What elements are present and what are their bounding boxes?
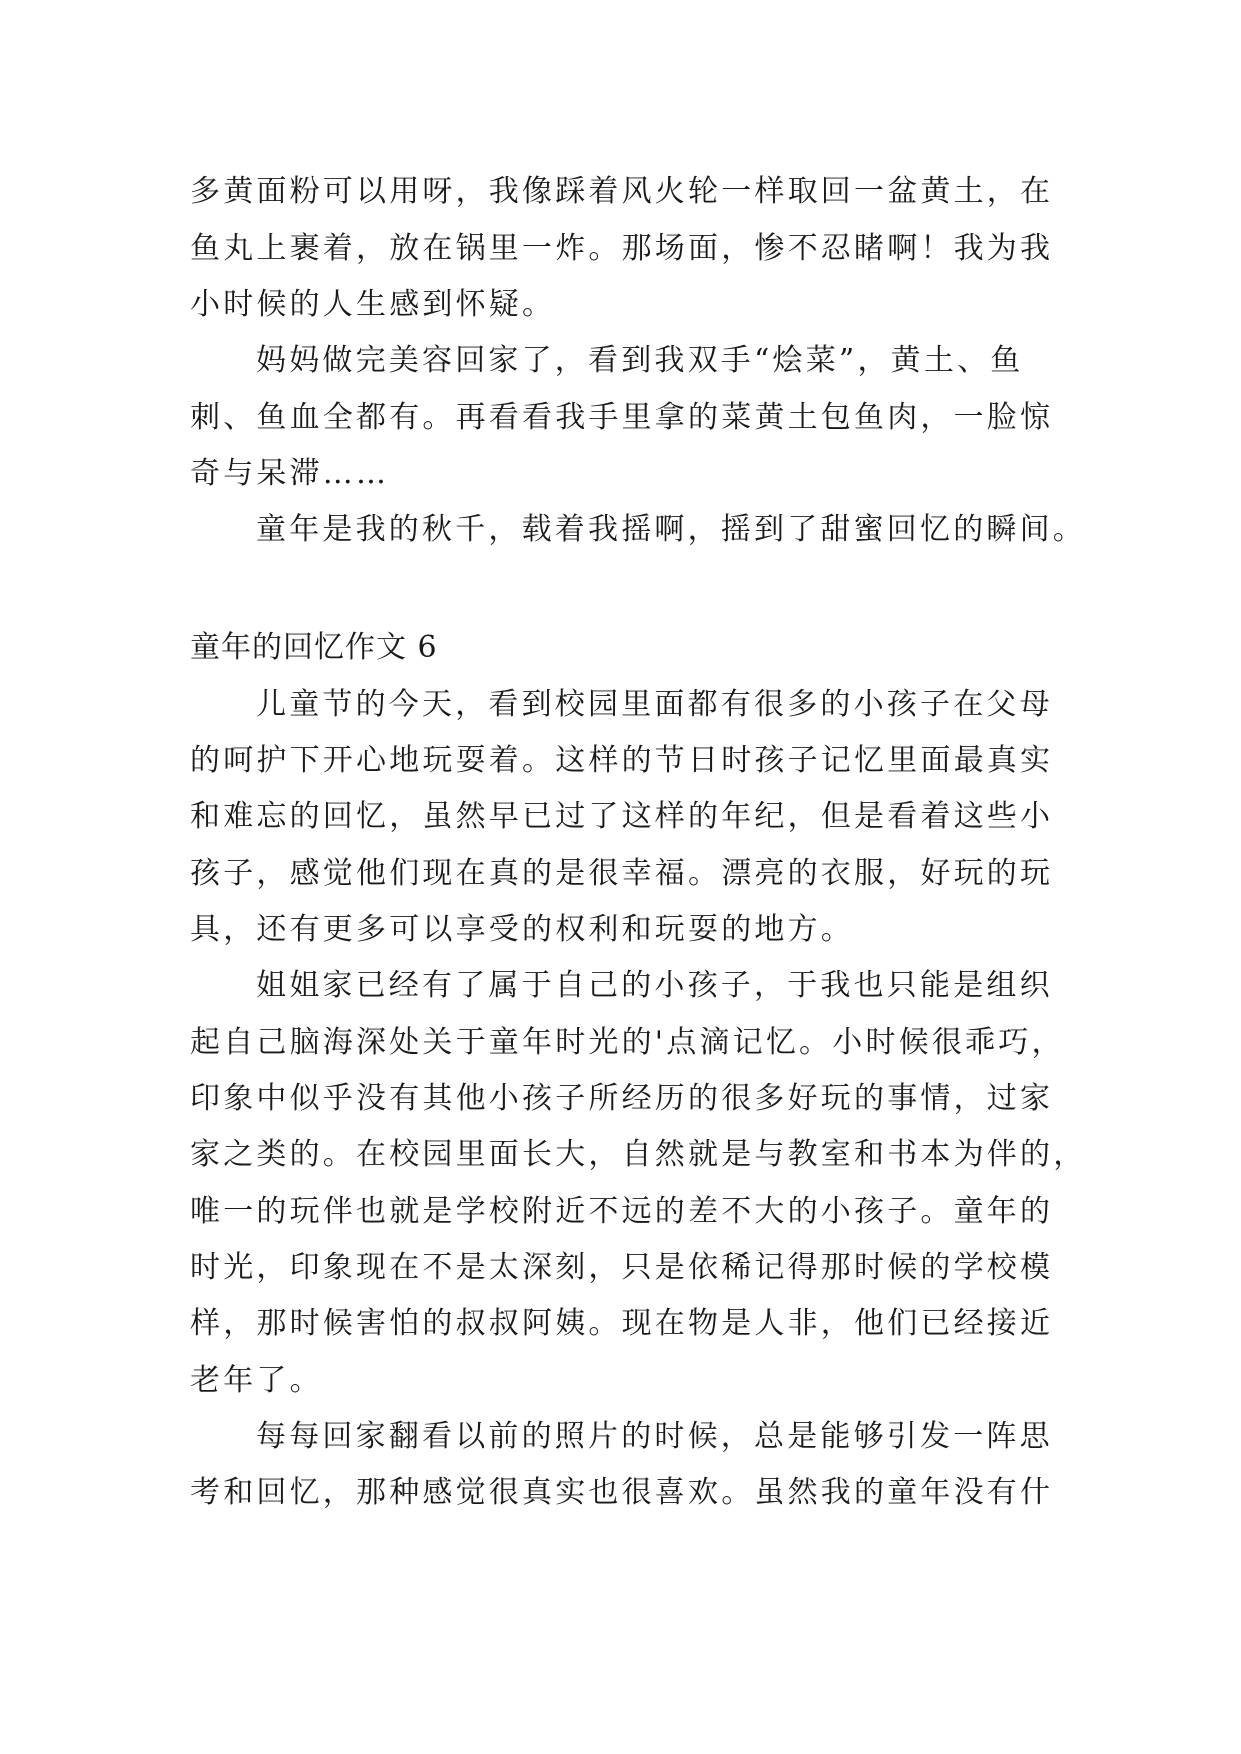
- text-line: 和难忘的回忆，虽然早已过了这样的年纪，但是看着这些小: [190, 799, 1054, 834]
- text-line: 时光，印象现在不是太深刻，只是依稀记得那时候的学校模: [190, 1250, 1054, 1285]
- text-line: 老年了。: [190, 1363, 323, 1398]
- text-line: 考和回忆，那种感觉很真实也很喜欢。虽然我的童年没有什: [190, 1475, 1054, 1510]
- text-line: 的呵护下开心地玩耍着。这样的节日时孩子记忆里面最真实: [190, 743, 1054, 778]
- text-line: 家之类的。在校园里面长大，自然就是与教室和书本为伴的，: [190, 1137, 1087, 1172]
- text-line: 刺、鱼血全都有。再看看我手里拿的菜黄土包鱼肉，一脸惊: [190, 400, 1054, 435]
- section-heading: 童年的回忆作文 6: [190, 630, 438, 665]
- text-line: 样，那时候害怕的叔叔阿姨。现在物是人非，他们已经接近: [190, 1306, 1054, 1341]
- paragraph-start-line: 妈妈做完美容回家了，看到我双手“烩菜”，黄土、鱼: [256, 343, 1024, 378]
- text-line: 起自己脑海深处关于童年时光的'点滴记忆。小时候很乖巧，: [190, 1025, 1065, 1060]
- text-line: 具，还有更多可以享受的权利和玩耍的地方。: [190, 912, 854, 947]
- text-line: 小时候的人生感到怀疑。: [190, 287, 556, 322]
- paragraph-start-line: 童年是我的秋千，载着我摇啊，摇到了甜蜜回忆的瞬间。: [256, 512, 1086, 547]
- text-line: 孩子，感觉他们现在真的是很幸福。漂亮的衣服，好玩的玩: [190, 856, 1054, 891]
- text-line: 印象中似乎没有其他小孩子所经历的很多好玩的事情，过家: [190, 1081, 1054, 1116]
- text-line: 奇与呆滞……: [190, 456, 390, 491]
- text-line: 鱼丸上裹着，放在锅里一炸。那场面，惨不忍睹啊！我为我: [190, 231, 1054, 266]
- text-line: 多黄面粉可以用呀，我像踩着风火轮一样取回一盆黄土，在: [190, 174, 1054, 209]
- paragraph-start-line: 每每回家翻看以前的照片的时候，总是能够引发一阵思: [256, 1419, 1053, 1454]
- paragraph-start-line: 姐姐家已经有了属于自己的小孩子，于我也只能是组织: [256, 968, 1053, 1003]
- paragraph-start-line: 儿童节的今天，看到校园里面都有很多的小孩子在父母: [256, 687, 1053, 722]
- text-line: 唯一的玩伴也就是学校附近不远的差不大的小孩子。童年的: [190, 1194, 1054, 1229]
